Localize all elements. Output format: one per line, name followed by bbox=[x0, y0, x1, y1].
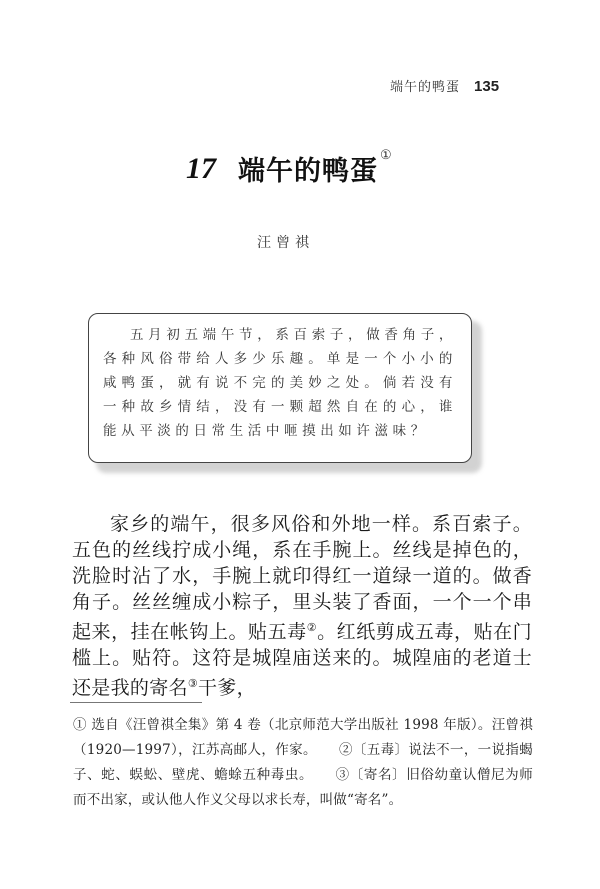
footnote-3: ③〔寄名〕旧俗幼童认僧尼为师而不出家，或认他人作义父母以求长寿，叫做“寄名”。 bbox=[73, 767, 533, 808]
body-text bbox=[72, 511, 532, 701]
running-head bbox=[390, 76, 499, 95]
body-part-2: 。红纸剪成五毒，贴在门槛上。贴符。这符是城隍庙送来的。城隍庙的老道士还是我的寄名 bbox=[72, 621, 532, 699]
lesson-number: 17 bbox=[186, 151, 216, 185]
author: 汪曾祺 bbox=[257, 235, 314, 251]
lesson-title-text: 端午的鸭蛋 bbox=[238, 156, 378, 187]
footnote-mark-1[interactable]: ① bbox=[380, 148, 392, 163]
body-part-3: 干爹， bbox=[197, 677, 256, 699]
footnote-divider bbox=[70, 702, 202, 703]
footnote-mark-3[interactable]: ③ bbox=[187, 677, 198, 690]
page-number: 135 bbox=[474, 78, 500, 95]
body-paragraph bbox=[72, 511, 532, 701]
lesson-title bbox=[186, 148, 392, 188]
footnotes bbox=[73, 713, 533, 813]
intro-box bbox=[88, 313, 472, 463]
footnote-1: ① 选自《汪曾祺全集》第 4 卷（北京师范大学出版社 1998 年版）。汪曾祺（1920—1997），江苏高邮人，作家。 bbox=[73, 717, 533, 758]
running-head-title: 端午的鸭蛋 bbox=[390, 80, 461, 95]
footnote-block bbox=[73, 713, 533, 813]
body-part-1: 家乡的端午，很多风俗和外地一样。系百索子。五色的丝线拧成小绳，系在手腕上。丝线是掉色的，洗脸时沾了水，手腕上就印得红一道绿一道的。做香角子。丝丝缠成小粽子，里头装了香面，一个一个串起来，挂在帐钩上。贴五毒 bbox=[72, 513, 532, 643]
intro-text: 五月初五端午节，系百索子，做香角子，各种风俗带给人多少乐趣。单是一个小小的咸鸭蛋，就有说不完的美妙之处。倘若没有一种故乡情结，没有一颗超然自在的心，谁能从平淡的日常生活中咂摸出如许滋味？ bbox=[103, 327, 457, 439]
footnote-mark-2[interactable]: ② bbox=[306, 621, 318, 634]
footnote-2: ②〔五毒〕说法不一，一说指蝎子、蛇、蜈蚣、壁虎、蟾蜍五种毒虫。 bbox=[73, 742, 533, 783]
